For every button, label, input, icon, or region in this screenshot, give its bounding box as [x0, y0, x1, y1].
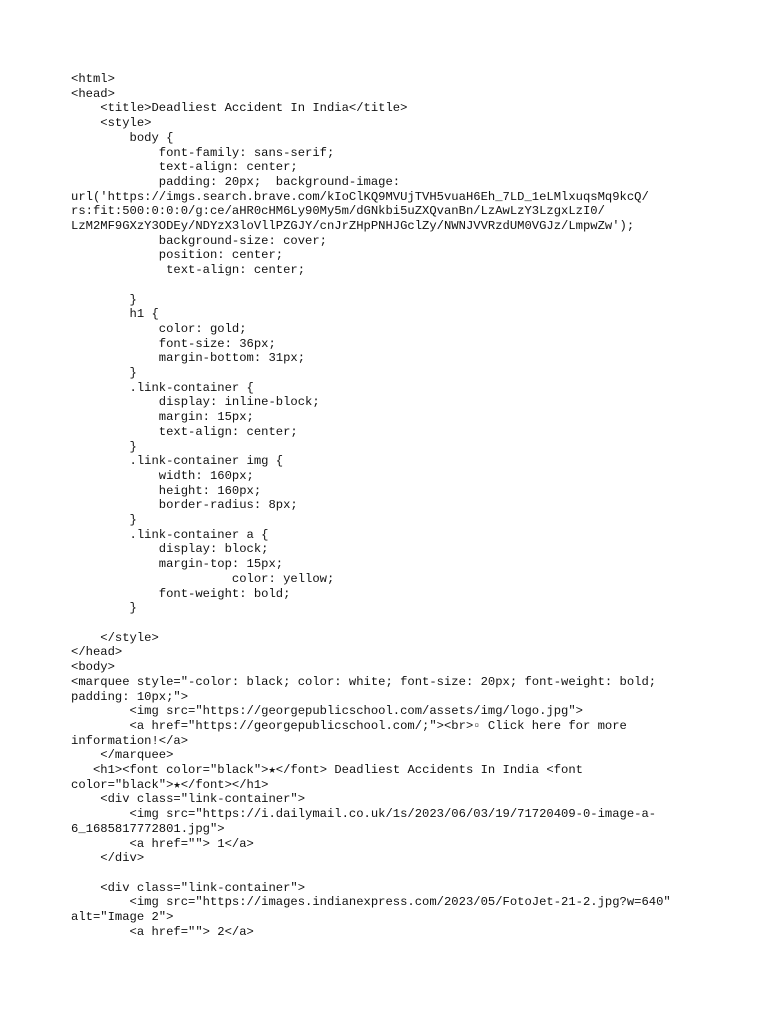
code-line: font-size: 36px;	[71, 336, 276, 351]
code-line: padding: 20px; background-image:	[71, 174, 401, 189]
code-line: }	[71, 292, 137, 307]
code-line: </div>	[71, 851, 145, 866]
code-line: h1 {	[71, 307, 159, 322]
code-line: <img src="https://georgepublicschool.com/assets/img/logo.jpg">	[71, 704, 583, 719]
code-line: <a href=""> 2</a>	[71, 924, 254, 939]
code-line: <img src="https://i.dailymail.co.uk/1s/2023/06/03/19/71720409-0-image-a-	[71, 807, 657, 822]
code-line: font-weight: bold;	[71, 586, 291, 601]
code-line: </marquee>	[71, 748, 174, 763]
code-line: width: 160px;	[71, 468, 254, 483]
code-line	[71, 866, 731, 881]
code-line: <div class="link-container">	[71, 880, 306, 895]
code-line: </style>	[71, 630, 159, 645]
code-line: text-align: center;	[71, 263, 306, 278]
code-line: height: 160px;	[71, 483, 262, 498]
code-line: <img src="https://images.indianexpress.com/2023/05/FotoJet-21-2.jpg?w=640"	[71, 895, 671, 910]
code-line: padding: 10px;">	[71, 689, 189, 704]
code-line: <head>	[71, 86, 115, 101]
code-line	[71, 278, 731, 293]
code-line: }	[71, 513, 137, 528]
code-line: display: inline-block;	[71, 395, 320, 410]
code-line: <html>	[71, 72, 115, 86]
code-line: <div class="link-container">	[71, 792, 306, 807]
code-line: }	[71, 601, 137, 616]
code-line: information!</a>	[71, 733, 189, 748]
source-code-text	[71, 72, 731, 939]
code-line: url('https://imgs.search.brave.com/kIoClKQ9MVUjTVH5vuaH6Eh_7LD_1eLMlxuqsMq9kcQ/	[71, 189, 649, 204]
code-line: margin-bottom: 31px;	[71, 351, 306, 366]
code-line: position: center;	[71, 248, 284, 263]
code-line: .link-container {	[71, 380, 254, 395]
code-line: body {	[71, 130, 174, 145]
code-line: margin: 15px;	[71, 410, 254, 425]
code-line: <marquee style="-color: black; color: white; font-size: 20px; font-weight: bold;	[71, 674, 657, 689]
code-line: 6_1685817772801.jpg">	[71, 821, 225, 836]
code-line: alt="Image 2">	[71, 910, 174, 925]
code-line: display: block;	[71, 542, 269, 557]
code-line: </head>	[71, 645, 123, 660]
code-line: <a href="https://georgepublicschool.com/;"><br>▫ Click here for more	[71, 718, 627, 733]
code-line: text-align: center;	[71, 424, 298, 439]
code-line: LzM2MF9GXzY3ODEy/NDYzX3loVllPZGJY/cnJrZHpPNHJGclZy/NWNJVVRzdUM0VGJz/LmpwZw');	[71, 219, 635, 234]
code-line: .link-container img {	[71, 454, 284, 469]
code-line: <a href=""> 1</a>	[71, 836, 254, 851]
code-line: <style>	[71, 116, 152, 131]
code-line: <body>	[71, 660, 115, 675]
code-line: background-size: cover;	[71, 233, 327, 248]
code-line: color: yellow;	[71, 571, 335, 586]
code-line: <h1><font color="black">★</font> Deadliest Accidents In India <font	[71, 763, 583, 778]
code-line: color="black">★</font></h1>	[71, 777, 269, 792]
code-line: margin-top: 15px;	[71, 557, 284, 572]
code-line: }	[71, 439, 137, 454]
code-line: border-radius: 8px;	[71, 498, 298, 513]
code-line	[71, 616, 731, 631]
code-line: }	[71, 366, 137, 381]
code-line: color: gold;	[71, 321, 247, 336]
code-line: font-family: sans-serif;	[71, 145, 335, 160]
code-line: .link-container a {	[71, 527, 269, 542]
code-line: text-align: center;	[71, 160, 298, 175]
code-line: rs:fit:500:0:0:0/g:ce/aHR0cHM6Ly90My5m/dGNkbi5uZXQvanBn/LzAwLzY3LzgxLzI0/	[71, 204, 605, 219]
code-line: <title>Deadliest Accident In India</title>	[71, 101, 408, 116]
